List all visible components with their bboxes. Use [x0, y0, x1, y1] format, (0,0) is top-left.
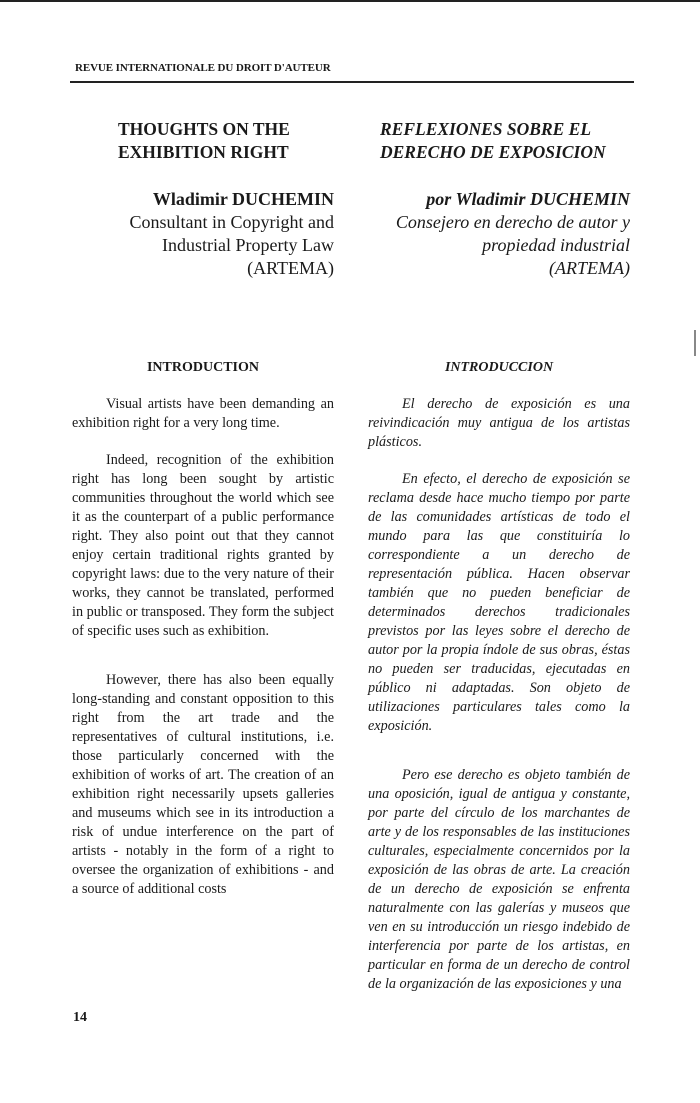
page-number: 14	[73, 1010, 87, 1025]
spanish-paragraph-2: En efecto, el derecho de exposición se reclama desde hace mucho tiempo por parte de las comunidades artísticas de todo el mundo para las que constituiría lo correspondiente a un derecho de representación pública. Hacen observar también que no pueden beneficiar de determinados derechos tradicionales previstos por las leyes sobre el derecho de autor por la propia índole de sus obras, éstas no pueden ser traducidas, ejecutadas en público ni adaptadas. Son objeto de utilizaciones particulares tales como la exposición.	[368, 471, 630, 734]
scan-edge-line	[0, 0, 700, 2]
spanish-body	[368, 395, 630, 1012]
spanish-title-line-2: DERECHO DE EXPOSICION	[380, 142, 606, 162]
spanish-affiliation-line-1: Consejero en derecho de autor y	[395, 212, 630, 232]
spanish-title-line-1: REFLEXIONES SOBRE EL	[380, 119, 592, 139]
scan-margin-mark	[694, 330, 696, 356]
spanish-title	[368, 118, 630, 164]
spanish-author-block	[368, 188, 630, 280]
english-section-heading: INTRODUCTION	[146, 360, 259, 375]
spanish-heading-block	[368, 118, 630, 280]
english-affiliation-line-2: Industrial Property Law	[162, 235, 334, 255]
spanish-section-heading: INTRODUCCION	[444, 360, 554, 375]
english-heading-block	[72, 118, 334, 280]
spanish-affiliation-line-3: (ARTEMA)	[549, 258, 630, 278]
english-paragraph-1: Visual artists have been demanding an exhibition right for a very long time.	[72, 396, 334, 431]
header-rule	[70, 81, 634, 83]
english-title	[72, 118, 334, 164]
english-author: Wladimir DUCHEMIN	[152, 189, 334, 209]
spanish-paragraph-3: Pero ese derecho es objeto también de una oposición, igual de antigua y constante, por parte del círculo de los marchantes de arte y de los responsables de las instituciones culturales, especialmente concernidos por la exposición de las obras de arte. La creación de un derecho de exposición se enfrenta naturalmente con las galerías y museos que ven en su introducción un riesgo indebido de interferencia por parte de los artistas, en particular en forma de un derecho de control de la organización de las exposiciones y una	[368, 767, 630, 992]
english-body	[72, 395, 334, 917]
running-head: REVUE INTERNATIONALE DU DROIT D'AUTEUR	[75, 62, 331, 74]
english-author-block	[72, 188, 334, 280]
spanish-affiliation-line-2: propiedad industrial	[482, 235, 630, 255]
english-paragraph-2: Indeed, recognition of the exhibition right has long been sought by artistic communities throughout the world which see it as the counterpart of a public performance right. They also point out that they cannot enjoy certain traditional rights granted by copyright laws: due to the very nature of their works, they cannot be translated, performed in public or transposed. They form the subject of specific uses such as exhibition.	[72, 452, 334, 639]
spanish-author: por Wladimir DUCHEMIN	[426, 189, 630, 209]
english-paragraph-3: However, there has also been equally long-standing and constant opposition to this right from the art trade and the representatives of cultural institutions, i.e. those particularly concerned with the exhibition of works of art. The creation of an exhibition right necessarily upsets galleries and museums which see in its introduction a risk of undue interference on the part of artists - notably in the form of a right to oversee the organization of exhibitions - and a source of additional costs	[72, 672, 334, 897]
english-title-line-1: THOUGHTS ON THE	[118, 119, 290, 139]
english-affiliation-line-1: Consultant in Copyright and	[129, 212, 334, 232]
english-affiliation-line-3: (ARTEMA)	[247, 258, 334, 278]
spanish-paragraph-1: El derecho de exposición es una reivindicación muy antigua de los artistas plásticos.	[368, 396, 630, 450]
english-title-line-2: EXHIBITION RIGHT	[118, 142, 289, 162]
